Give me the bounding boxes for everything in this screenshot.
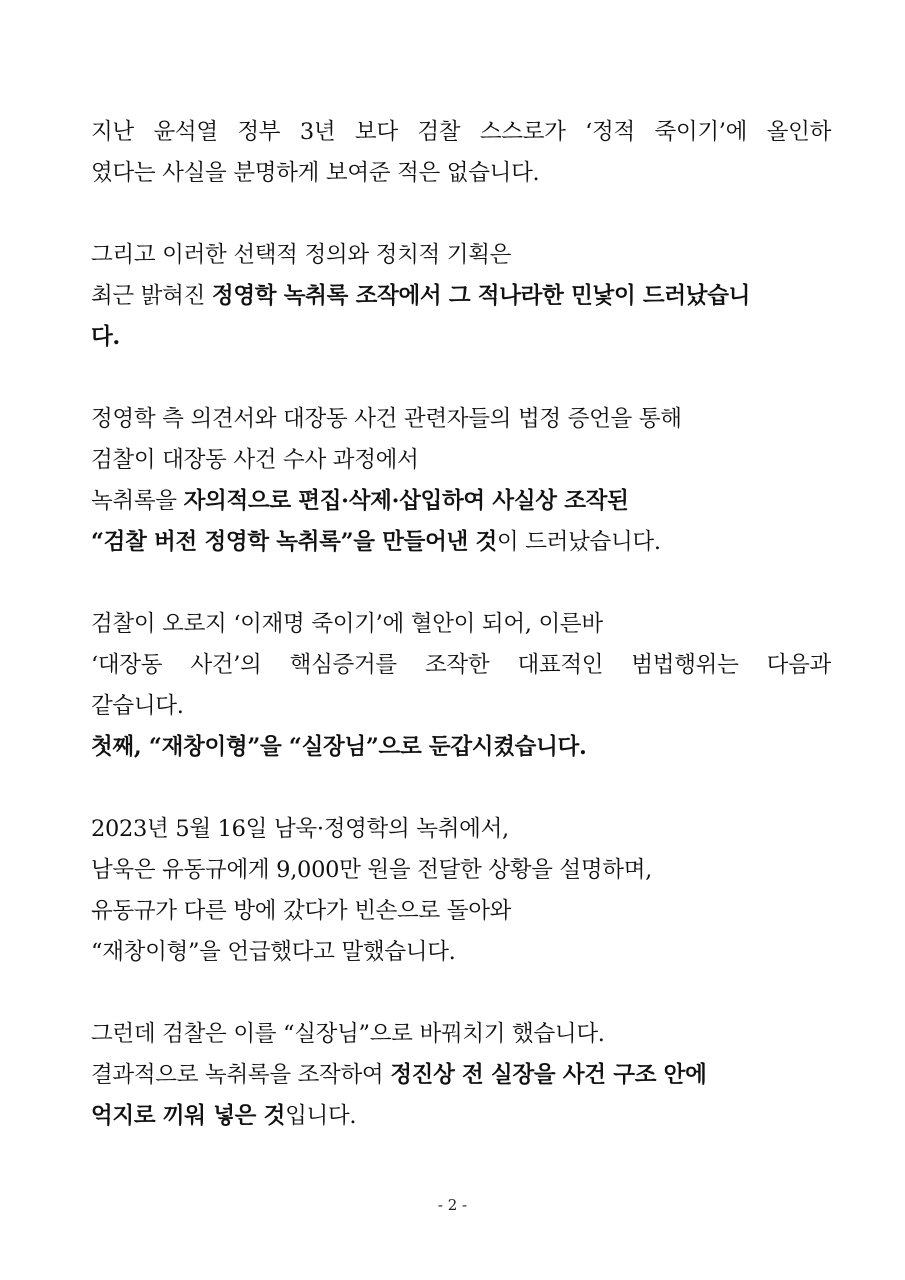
text-line: 정영학 측 의견서와 대장동 사건 관련자들의 법정 증언을 통해 [91,406,682,432]
text-line: ‘대장동 사건’의 핵심증거를 조작한 대표적인 범법행위는 다음과 [91,652,831,678]
bold-text: 정진상 전 실장을 사건 구조 안에 [390,1062,707,1088]
document-body [91,112,831,1137]
bold-text: 자의적으로 편집·삭제·삽입하여 사실상 조작된 [183,488,629,514]
paragraph-5 [91,809,831,973]
text-line: 같습니다. [91,693,184,719]
text-line [91,522,831,563]
text-line: 2023년 5월 16일 남욱·정영학의 녹취에서, [91,816,509,842]
paragraph-6 [91,1014,831,1137]
text-line: 지난 윤석열 정부 3년 보다 검찰 스스로가 ‘정적 죽이기’에 올인하 [91,119,831,145]
text-line [91,1055,831,1096]
paragraph-3 [91,399,831,563]
text-span: 입니다. [285,1103,357,1129]
text-line: 그리고 이러한 선택적 정의와 정치적 기획은 [91,242,512,268]
text-span: 녹취록을 [91,488,184,514]
text-line: 남욱은 유동규에게 9,000만 원을 전달한 상황을 설명하며, [91,857,653,883]
bold-text: 정영학 녹취록 조작에서 그 적나라한 민낯이 드러났습니 [211,283,751,309]
text-line: 그런데 검찰은 이를 “실장님”으로 바꿔치기 했습니다. [91,1021,605,1047]
bold-text: 다. [91,324,120,350]
bold-heading: 첫째, “재창이형”을 “실장님”으로 둔갑시켰습니다. [91,734,587,760]
text-span: 최근 밝혀진 [91,283,212,309]
text-line: “재창이형”을 언급했다고 말했습니다. [91,939,456,965]
page-number: - 2 - [437,1196,468,1214]
paragraph-2 [91,235,831,358]
text-line: 유동규가 다른 방에 갔다가 빈손으로 돌아와 [91,898,512,924]
text-line: 검찰이 대장동 사건 수사 과정에서 [91,447,419,473]
text-line: 였다는 사실을 분명하게 보여준 적은 없습니다. [91,160,540,186]
text-line [91,276,831,317]
bold-text: 억지로 끼워 넣은 것 [91,1103,286,1129]
text-line [91,481,831,522]
text-span: 이 드러났습니다. [496,529,661,555]
text-line: 검찰이 오로지 ‘이재명 죽이기’에 혈안이 되어, 이른바 [91,611,603,637]
paragraph-1 [91,112,831,194]
paragraph-4 [91,604,831,768]
text-span: 결과적으로 녹취록을 조작하여 [91,1062,391,1088]
bold-text: “검찰 버전 정영학 녹취록”을 만들어낸 것 [91,529,497,555]
text-line [91,1096,831,1137]
